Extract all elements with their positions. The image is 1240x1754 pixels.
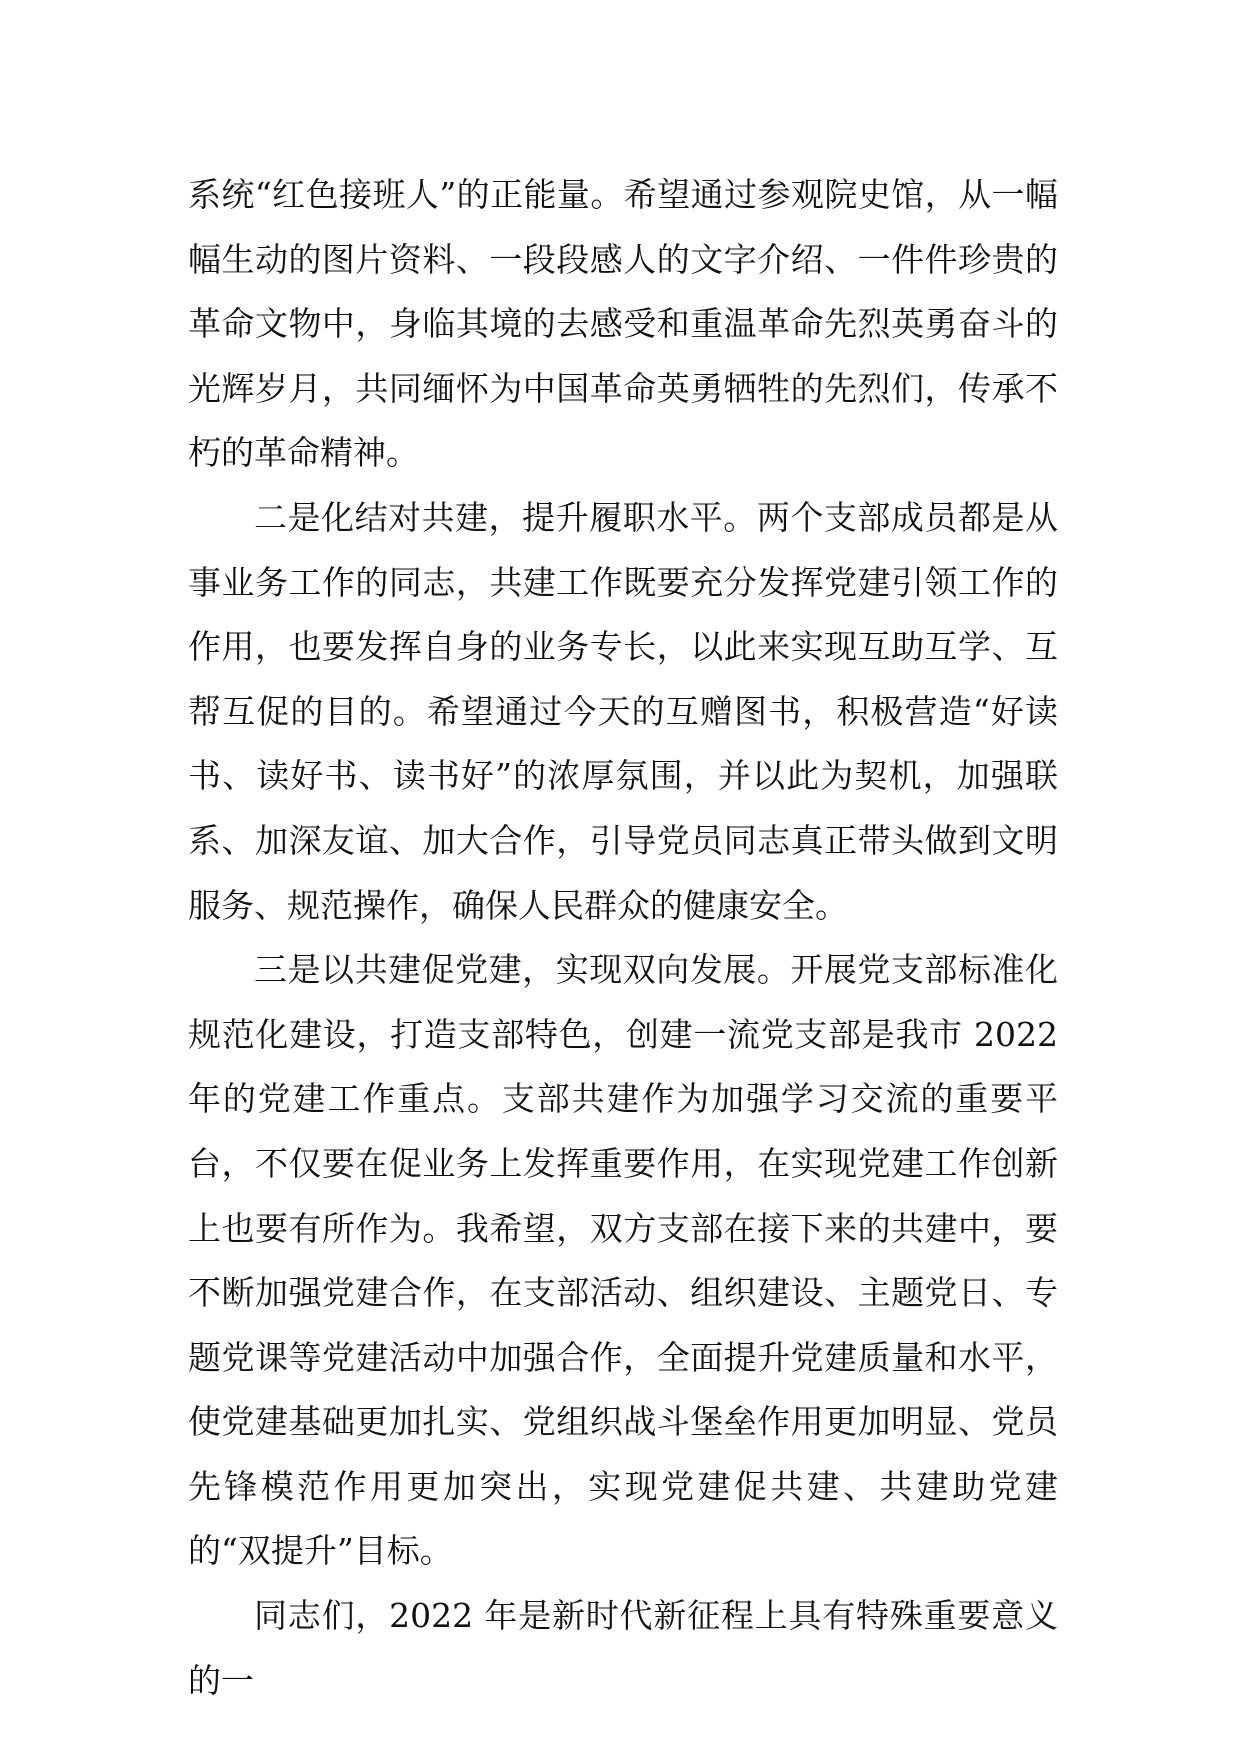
paragraph-point-three: 三是以共建促党建，实现双向发展。开展党支部标准化规范化建设，打造支部特色，创建一流党支部是我市 2022 年的党建工作重点。支部共建作为加强学习交流的重要平台，不仅要在促业务上发挥重要作用，在实现党建工作创新上也要有所作为。我希望，双方支部在接下来的共建中，要不断加强党建合作，在支部活动、组织建设、主题党日、专题党课等党建活动中加强合作，全面提升党建质量和水平，使党建基础更加扎实、党组织战斗堡垒作用更加明显、党员先锋模范作用更加突出，实现党建促共建、共建助党建的“双提升”目标。 (188, 950, 1058, 1571)
paragraph-closing: 同志们，2022 年是新时代新征程上具有特殊重要意义的一 (188, 1596, 1058, 1700)
document-body (188, 163, 1058, 1713)
paragraph-continuation: 系统“红色接班人”的正能量。希望通过参观院史馆，从一幅幅生动的图片资料、一段段感人的文字介绍、一件件珍贵的革命文物中，身临其境的去感受和重温革命先烈英勇奋斗的光辉岁月，共同缅怀为中国革命英勇牺牲的先烈们，传承不朽的革命精神。 (188, 175, 1058, 473)
paragraph-point-two: 二是化结对共建，提升履职水平。两个支部成员都是从事业务工作的同志，共建工作既要充分发挥党建引领工作的作用，也要发挥自身的业务专长，以此来实现互助互学、互帮互促的目的。希望通过今天的互赠图书，积极营造“好读书、读好书、读书好”的浓厚氛围，并以此为契机，加强联系、加深友谊、加大合作，引导党员同志真正带头做到文明服务、规范操作，确保人民群众的健康安全。 (188, 497, 1058, 925)
